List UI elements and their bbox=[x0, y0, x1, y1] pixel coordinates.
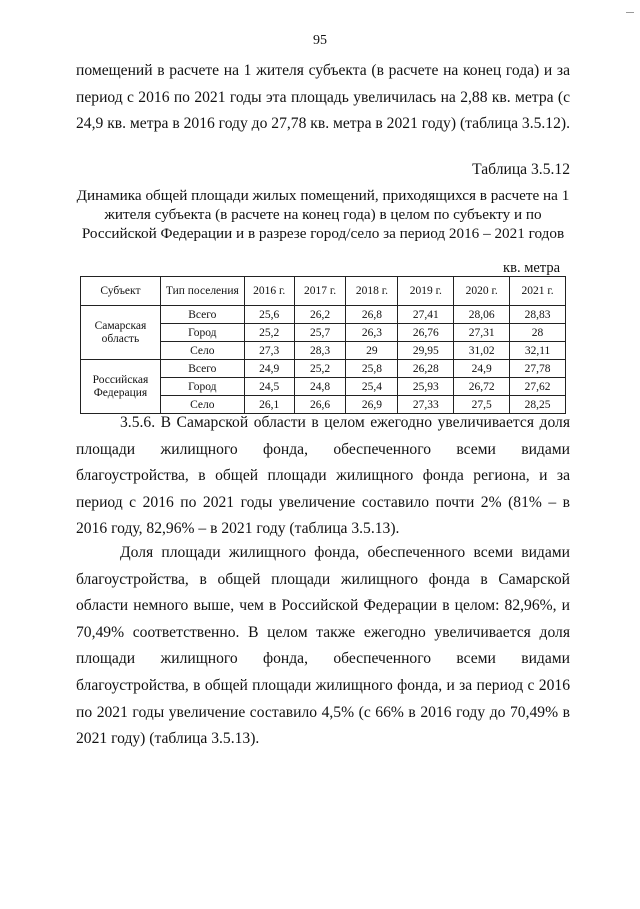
value-cell: 26,9 bbox=[346, 396, 398, 414]
scan-corner-mark bbox=[626, 12, 634, 19]
value-cell: 28,83 bbox=[510, 306, 566, 324]
paragraph-share-text: Доля площади жилищного фонда, обеспеченного всеми видами благоустройства, в общей площади жилищного фонда в Самарской области немного выше, чем в Российской Федерации в целом: 82,96%, и 70,49% соответственно. В целом также ежегодно увеличивается доля площади жилищного фонда, обеспеченного всеми видами благоустройства, в общей площади жилищного фонда, и за период с 2016 по 2021 годы увеличение составило 4,5% (с 66% в 2016 году до 70,49% в 2021 году) (таблица 3.5.13). bbox=[76, 544, 570, 748]
value-cell: 26,76 bbox=[398, 324, 454, 342]
value-cell: 29 bbox=[346, 342, 398, 360]
settlement-type-cell: Всего bbox=[160, 360, 244, 378]
header-settlement-type: Тип поселения bbox=[160, 277, 244, 306]
value-cell: 32,11 bbox=[510, 342, 566, 360]
table-row bbox=[81, 306, 566, 324]
value-cell: 26,6 bbox=[294, 396, 346, 414]
header-year: 2017 г. bbox=[294, 277, 346, 306]
header-year: 2018 г. bbox=[346, 277, 398, 306]
value-cell: 26,8 bbox=[346, 306, 398, 324]
value-cell: 25,6 bbox=[244, 306, 294, 324]
settlement-type-cell: Село bbox=[160, 396, 244, 414]
value-cell: 28 bbox=[510, 324, 566, 342]
value-cell: 26,1 bbox=[244, 396, 294, 414]
header-year: 2019 г. bbox=[398, 277, 454, 306]
header-year: 2016 г. bbox=[244, 277, 294, 306]
settlement-type-cell: Город bbox=[160, 324, 244, 342]
value-cell: 28,3 bbox=[294, 342, 346, 360]
settlement-type-cell: Село bbox=[160, 342, 244, 360]
value-cell: 28,06 bbox=[454, 306, 510, 324]
value-cell: 27,33 bbox=[398, 396, 454, 414]
value-cell: 25,2 bbox=[244, 324, 294, 342]
value-cell: 27,78 bbox=[510, 360, 566, 378]
value-cell: 26,3 bbox=[346, 324, 398, 342]
value-cell: 27,41 bbox=[398, 306, 454, 324]
table-header-row bbox=[81, 277, 566, 306]
subject-cell: Самарская область bbox=[81, 306, 161, 360]
table-title: Динамика общей площади жилых помещений, приходящихся в расчете на 1 жителя субъекта (в расчете на конец года) в целом по субъекту и по Российской Федерации и в разрезе город/село за период 2016 – 2021 годов bbox=[76, 187, 570, 242]
page-number: 95 bbox=[313, 33, 327, 48]
settlement-type-cell: Всего bbox=[160, 306, 244, 324]
paragraph-share bbox=[76, 540, 570, 753]
value-cell: 25,7 bbox=[294, 324, 346, 342]
table-units: кв. метра bbox=[503, 260, 560, 276]
value-cell: 24,5 bbox=[244, 378, 294, 396]
value-cell: 27,31 bbox=[454, 324, 510, 342]
value-cell: 24,8 bbox=[294, 378, 346, 396]
value-cell: 25,93 bbox=[398, 378, 454, 396]
value-cell: 24,9 bbox=[244, 360, 294, 378]
header-year: 2020 г. bbox=[454, 277, 510, 306]
value-cell: 27,62 bbox=[510, 378, 566, 396]
value-cell: 25,4 bbox=[346, 378, 398, 396]
paragraph-top bbox=[76, 58, 570, 138]
settlement-type-cell: Город bbox=[160, 378, 244, 396]
housing-area-table bbox=[80, 276, 566, 414]
value-cell: 28,25 bbox=[510, 396, 566, 414]
value-cell: 29,95 bbox=[398, 342, 454, 360]
value-cell: 26,28 bbox=[398, 360, 454, 378]
subject-cell: Российская Федерация bbox=[81, 360, 161, 414]
value-cell: 27,5 bbox=[454, 396, 510, 414]
header-subject: Субъект bbox=[81, 277, 161, 306]
value-cell: 25,2 bbox=[294, 360, 346, 378]
value-cell: 25,8 bbox=[346, 360, 398, 378]
header-year: 2021 г. bbox=[510, 277, 566, 306]
table-label: Таблица 3.5.12 bbox=[472, 161, 570, 178]
value-cell: 24,9 bbox=[454, 360, 510, 378]
paragraph-top-text: помещений в расчете на 1 жителя субъекта (в расчете на конец года) и за период с 2016 по 2021 годы эта площадь увеличилась на 2,88 кв. метра (с 24,9 кв. метра в 2016 году до 27,78 кв. метра в 2021 году) (таблица 3.5.12). bbox=[76, 62, 570, 133]
paragraph-3-5-6 bbox=[76, 410, 570, 543]
value-cell: 26,72 bbox=[454, 378, 510, 396]
table-row bbox=[81, 360, 566, 378]
value-cell: 27,3 bbox=[244, 342, 294, 360]
value-cell: 31,02 bbox=[454, 342, 510, 360]
paragraph-3-5-6-text: 3.5.6. В Самарской области в целом ежегодно увеличивается доля площади жилищного фонда, обеспеченного всеми видами благоустройства, в общей площади жилищного фонда региона, и за период с 2016 по 2021 годы увеличение составило почти 2% (81% – в 2016 году, 82,96% – в 2021 году (таблица 3.5.13). bbox=[76, 414, 570, 538]
value-cell: 26,2 bbox=[294, 306, 346, 324]
